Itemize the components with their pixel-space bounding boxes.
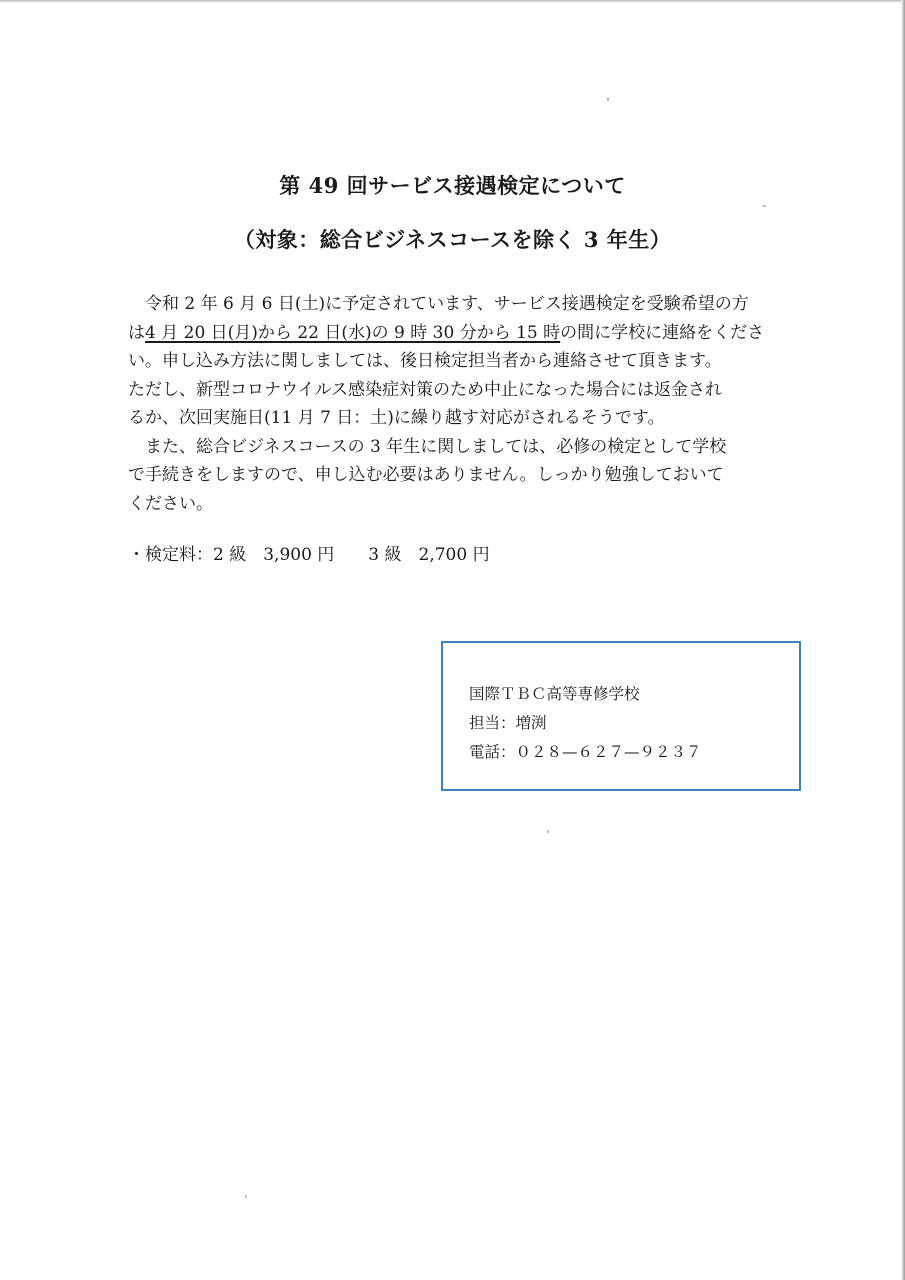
exam-fee: ・検定料：2 級 3,900 円 3 級 2,700 円	[128, 545, 490, 565]
paragraph-line: い。申し込み方法に関しましては、後日検定担当者から連絡させて頂きます。	[128, 351, 722, 371]
scan-speck	[763, 205, 766, 207]
application-period: 4 月 20 日(月)から 22 日(水)の 9 時 30 分から 15 時	[145, 322, 561, 343]
paragraph-line: るか、次回実施日(11 月 7 日：土)に繰り越す対応がされるそうです。	[128, 408, 665, 428]
paragraph-line	[128, 319, 788, 348]
contact-person: 担当：増渕	[469, 714, 547, 732]
document-title: 第 49 回サービス接遇検定について	[279, 173, 626, 198]
paragraph-line: また、総合ビジネスコースの 3 年生に関しましては、必修の検定として学校	[145, 436, 727, 457]
document-subtitle: （対象：総合ビジネスコースを除く 3 年生）	[233, 227, 672, 252]
contact-info	[469, 680, 702, 767]
contact-phone: 電話：０２８—６２７—９２３７	[469, 743, 702, 761]
scan-edge-top	[0, 0, 905, 3]
paragraph-line: ただし、新型コロナウイルス感染症対策のため中止になった場合には返金され	[128, 379, 722, 400]
contact-box	[441, 641, 801, 791]
paragraph-business-course	[128, 433, 788, 519]
paragraph-line: ください。	[128, 493, 213, 514]
school-name: 国際ＴＢＣ高等専修学校	[469, 685, 640, 703]
scan-speck	[245, 1195, 247, 1198]
scan-speck	[547, 830, 549, 833]
paragraph-application	[128, 290, 788, 433]
paragraph-line: で手続きをしますので、申し込む必要はありません。しっかり勉強しておいて	[128, 465, 724, 485]
paragraph-line: 令和 2 年 6 月 6 日(土)に予定されています、サービス接遇検定を受験希望の方	[145, 294, 749, 314]
notice-body	[128, 290, 788, 518]
text-fragment: は	[128, 322, 145, 343]
scan-speck	[607, 97, 609, 101]
text-fragment: の間に学校に連絡をくださ	[560, 322, 765, 343]
